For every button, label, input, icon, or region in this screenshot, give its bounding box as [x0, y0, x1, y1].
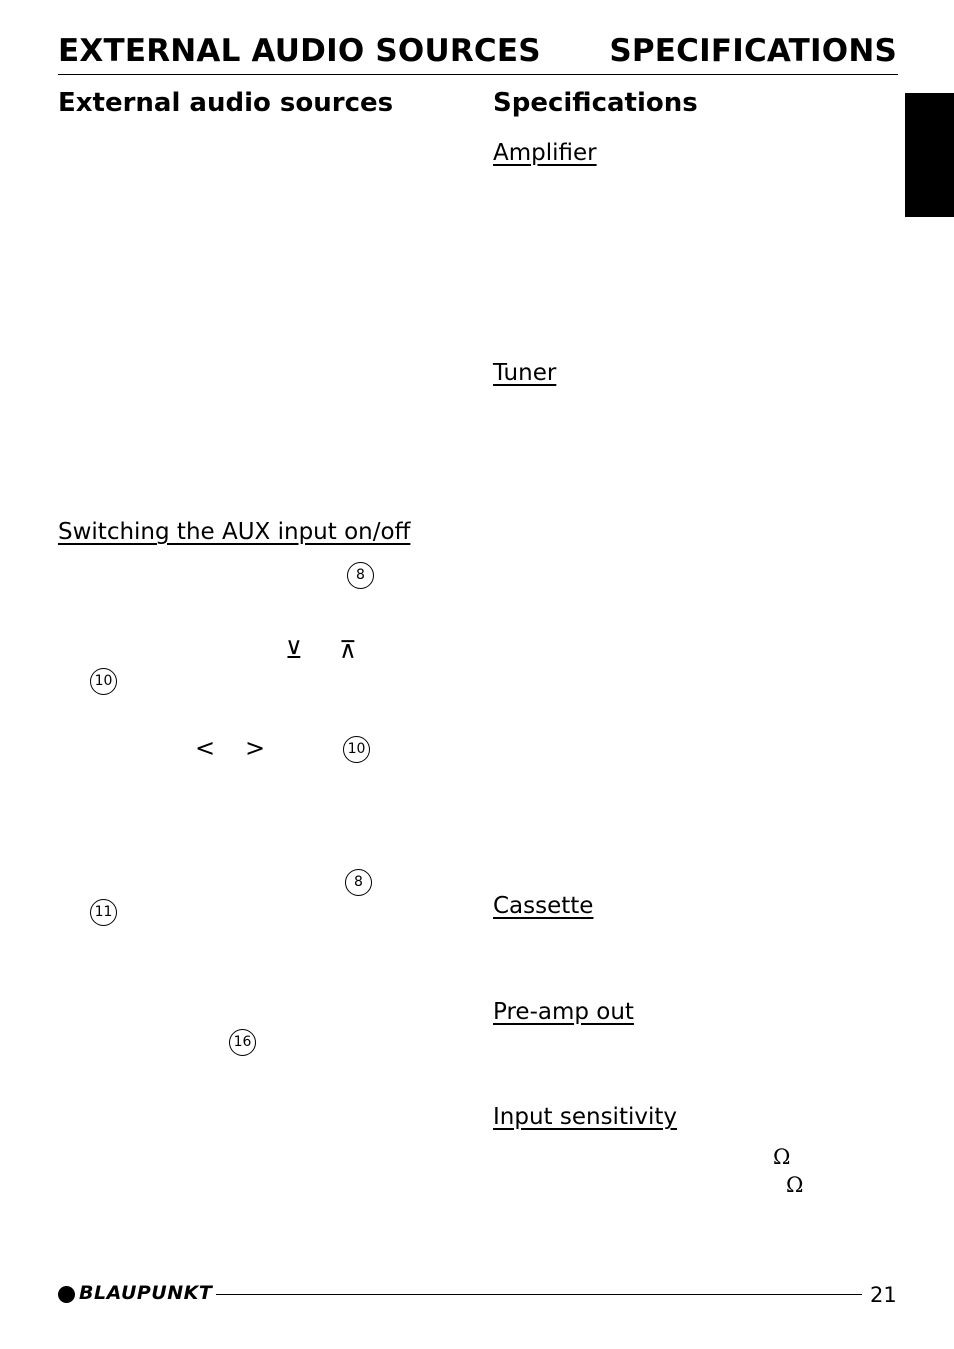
footer-rule — [216, 1294, 862, 1295]
callout-10: 10 — [343, 736, 370, 763]
callout-11: 11 — [90, 899, 117, 926]
external-audio-sources-title: External audio sources — [58, 88, 394, 118]
input-sensitivity-subtitle: Input sensitivity — [493, 1104, 677, 1130]
cassette-subtitle: Cassette — [493, 893, 594, 919]
callout-10: 10 — [90, 668, 117, 695]
specifications-title: Specifications — [493, 88, 698, 118]
callout-8: 8 — [347, 562, 374, 589]
ohm-symbol: Ω — [786, 1173, 804, 1197]
ohm-symbol: Ω — [773, 1145, 791, 1169]
header-rule — [58, 74, 898, 75]
callout-8: 8 — [345, 869, 372, 896]
arrow-up-icon: ⊼ — [339, 636, 357, 664]
amplifier-subtitle: Amplifier — [493, 140, 597, 166]
brand-logo: BLAUPUNKT — [79, 1282, 213, 1304]
pre-amp-out-subtitle: Pre-amp out — [493, 999, 634, 1025]
page-number: 21 — [870, 1283, 897, 1307]
side-tab-marker — [905, 93, 954, 217]
header-left-title: EXTERNAL AUDIO SOURCES — [58, 33, 541, 69]
header-right-title: SPECIFICATIONS — [609, 33, 897, 69]
aux-switching-subtitle: Switching the AUX input on/off — [58, 519, 411, 545]
arrow-right-icon: > — [245, 734, 266, 762]
arrow-down-icon: ⊻ — [285, 636, 303, 664]
arrow-left-icon: < — [195, 734, 216, 762]
tuner-subtitle: Tuner — [493, 360, 557, 386]
callout-16: 16 — [229, 1029, 256, 1056]
brand-logo-dot-icon — [58, 1286, 75, 1303]
